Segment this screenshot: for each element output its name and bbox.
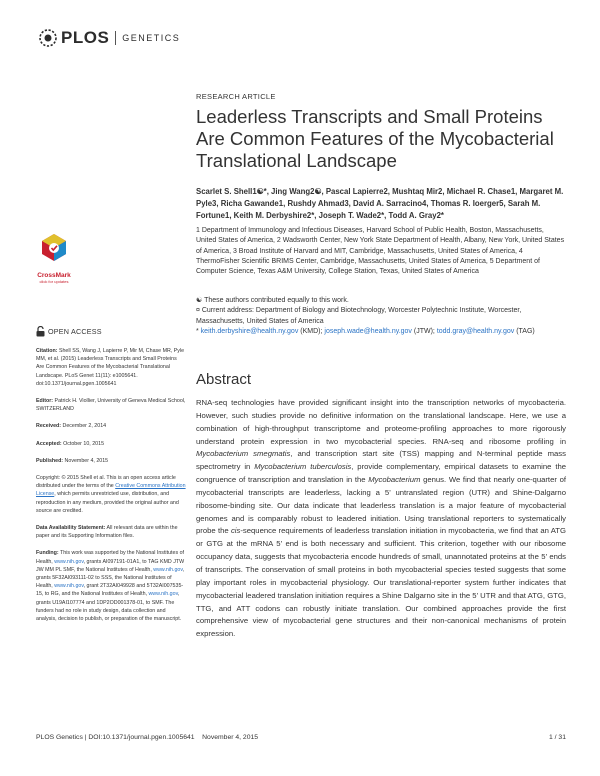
logo-text: PLOS	[61, 28, 110, 47]
nih-link-2[interactable]: www.nih.gov	[153, 566, 183, 573]
nih-link-3[interactable]: www.nih.gov	[54, 583, 84, 590]
funding-label: Funding:	[36, 550, 59, 557]
email-tag-jtw: (JTW);	[411, 327, 437, 335]
copyright-text-1: Copyright: © 2015 Shell et al. This is an open access article distributed under the terms of the	[36, 475, 176, 490]
email-link-tag[interactable]: todd.gray@health.ny.gov	[436, 327, 515, 335]
term-cis: cis	[230, 526, 241, 536]
citation-block	[36, 347, 186, 388]
crossmark-sublabel: click for updates	[39, 279, 69, 284]
abstract-heading: Abstract	[196, 371, 252, 388]
article-title: Leaderless Transcripts and Small Proteins Are Common Features of the Mycobacterial Translational Landscape	[196, 106, 554, 171]
data-availability-text: All relevant data are within the paper and its Supporting Information files.	[36, 525, 178, 540]
data-availability-label: Data Availability Statement:	[36, 525, 106, 532]
funding-text-5: , grants U19AI107774 and 1DP2OD001378-01, to SMF. The funders had no role in study design, data collection and analysis, decision to publish, or preparation of the manuscript.	[36, 591, 182, 623]
email-tag-tag: (TAG)	[514, 327, 535, 335]
citation-label: Citation:	[36, 348, 58, 354]
copyright-text-2: , which permits unrestricted use, distribution, and reproduction in any medium, provided the original author and source are credited.	[36, 491, 179, 514]
article-type: RESEARCH ARTICLE	[196, 92, 276, 101]
abstract-text-5: -sequence requirements of leaderless translation initiation in mycobacteria, we find that an ATG or GTG at the mRNA 5’ end is both necessary and sufficient. This criterion, together with our ribosome occupancy data, suggests that mycobacteria encode hundreds of small, unannotated proteins at the 5’ ends of transcripts. The conservation of small proteins in both mycobacterial species tested suggests that some play important roles in mycobacterial physiology. Our translational-reporter system further indicates that mycobacterial leadered translation initiation requires a Shine Dalgarno site in the 5’ UTR and that ATG, GTG, TTG, and ATT codons can robustly initiate translation. Our combined approaches provide the first comprehensive view of mycobacterial gene structures and their non-canonical mechanisms of protein expression.	[196, 526, 566, 639]
funding-text-1: This work was supported by the National Institutes of Health,	[36, 550, 184, 565]
email-tag-kmd: (KMD);	[298, 327, 325, 335]
page-number: 1 / 31	[548, 734, 566, 741]
funding-text-2: , grants AI097191-01A1, to TAG KMD JTW JW MM PL SMF, the National Institutes of Health,	[36, 558, 185, 573]
published-block	[36, 457, 186, 465]
author-notes	[196, 296, 566, 337]
editor-text: Patrick H. Viollier, University of Geneva Medical School, SWITZERLAND	[36, 398, 186, 413]
journal-logo[interactable]	[38, 28, 180, 48]
nih-link-1[interactable]: www.nih.gov	[54, 558, 84, 565]
published-label: Published:	[36, 457, 64, 464]
plos-logo-icon	[38, 28, 58, 48]
accepted-date: October 10, 2015	[61, 440, 105, 447]
abstract-text-2: , and transcription start site (TSS) mapping and N-terminal peptide mass spectrometry in	[196, 449, 566, 472]
funding-text-3: , grants 5F32AI093111-02 to SSS, the National Institutes of Health,	[36, 566, 185, 590]
nih-link-4[interactable]: www.nih.gov	[148, 591, 178, 598]
article-metadata-sidebar	[36, 347, 186, 632]
footer-citation: PLOS Genetics | DOI:10.1371/journal.pgen.1005641 November 4, 2015	[36, 734, 259, 741]
abstract-text-1: RNA-seq technologies have provided significant insight into the transcription networks of mycobacteria. However, such studies provide no definitive information on the translational landscape. Here, we use a combination of high-throughput transcriptome and proteome-profiling approaches to more rigorously understand protein expression in two mycobacterial species. RNA-seq and ribosome profiling in	[196, 398, 566, 446]
author-list: Scarlet S. Shell1☯*, Jing Wang2☯, Pascal Lapierre2, Mushtaq Mir2, Michael R. Chase1, Margaret M. Pyle3, Richa Gawande1, Rushdy Ahmad3, David A. Sarracino4, Thomas R. Ioerger5, Sarah M. Fortune1, Keith M. Derbyshire2*, Joseph T. Wade2*, Todd A. Gray2*	[196, 187, 564, 220]
accepted-block	[36, 440, 186, 448]
accepted-label: Accepted:	[36, 440, 62, 447]
received-block	[36, 422, 186, 430]
data-availability-block	[36, 524, 186, 540]
email-prefix: *	[196, 327, 201, 335]
affiliations: 1 Department of Immunology and Infectious Diseases, Harvard School of Public Health, Boston, Massachusetts, United States of America, 2 Wadsworth Center, New York State Department of Health, Albany, New York, United States of America, 3 Broad Institute of Harvard and MIT, Cambridge, Massachusetts, United States of America, 4 ThermoFisher Scientific BRIMS Center, Cambridge, Massachusetts, United States of America, 5 Department of Computer Science, Texas A&M University, College Station, Texas, United States of America	[196, 227, 565, 276]
abstract-body	[196, 397, 566, 641]
abstract-text-3: , provide complementary, empirical datasets to examine the congruence of transcription and translation in the	[196, 462, 567, 485]
editor-block	[36, 397, 186, 413]
received-label: Received:	[36, 423, 62, 430]
open-access-label: OPEN ACCESS	[48, 327, 102, 336]
journal-name: GENETICS	[122, 33, 181, 43]
genus-mycobacterium: Mycobacterium	[368, 475, 421, 485]
copyright-block	[36, 474, 186, 515]
received-date: December 2, 2014	[61, 423, 107, 430]
funding-block	[36, 549, 186, 623]
abstract-text-4: genus. We find that nearly one-quarter of mycobacterial transcripts are leaderless, lacking a 5’ untranslated region (UTR) and Shine-Dalgarno ribosome-binding site. Our data indicate that leaderless translation is a major feature of mycobacterial genomes and is comparably robust to leadered initiation. Using translational reporters to systematically probe the	[196, 475, 567, 536]
citation-text: Shell SS, Wang J, Lapierre P, Mir M, Chase MR, Pyle MM, et al. (2015) Leaderless Transcripts and Small Proteins Are Common Features of the Mycobacterial Translational Landscape. PLoS Genet 11(11): e1005641. doi:10.1371/journal.pgen.1005641	[36, 348, 185, 387]
logo-divider	[115, 31, 116, 45]
crossmark-label: CrossMark	[37, 272, 71, 279]
open-access-badge	[36, 326, 102, 337]
current-address-note: ¤ Current address: Department of Biology and Biotechnology, Worcester Polytechnic Institute, Worcester, Massachusetts, United States of America	[196, 307, 522, 325]
editor-label: Editor:	[36, 398, 54, 405]
crossmark-icon	[36, 232, 72, 266]
crossmark-badge[interactable]	[36, 232, 72, 284]
email-link-kmd[interactable]: keith.derbyshire@health.ny.gov	[200, 327, 299, 335]
license-link[interactable]: Creative Commons Attribution License	[36, 483, 186, 498]
species-m-tuberculosis: Mycobacterium tuberculosis	[254, 462, 352, 472]
email-link-jtw[interactable]: joseph.wade@health.ny.gov	[324, 327, 412, 335]
equal-contribution-note: ☯ These authors contributed equally to this work.	[196, 297, 349, 304]
published-date: November 4, 2015	[63, 457, 109, 464]
correspondence-emails	[196, 327, 566, 337]
funding-text-4: , grant 2T32AI049928 and 5T32AI007535-15, to RG, and the National Institutes of Health,	[36, 583, 184, 598]
open-lock-icon	[36, 326, 45, 337]
species-m-smegmatis: Mycobacterium smegmatis	[196, 449, 291, 459]
